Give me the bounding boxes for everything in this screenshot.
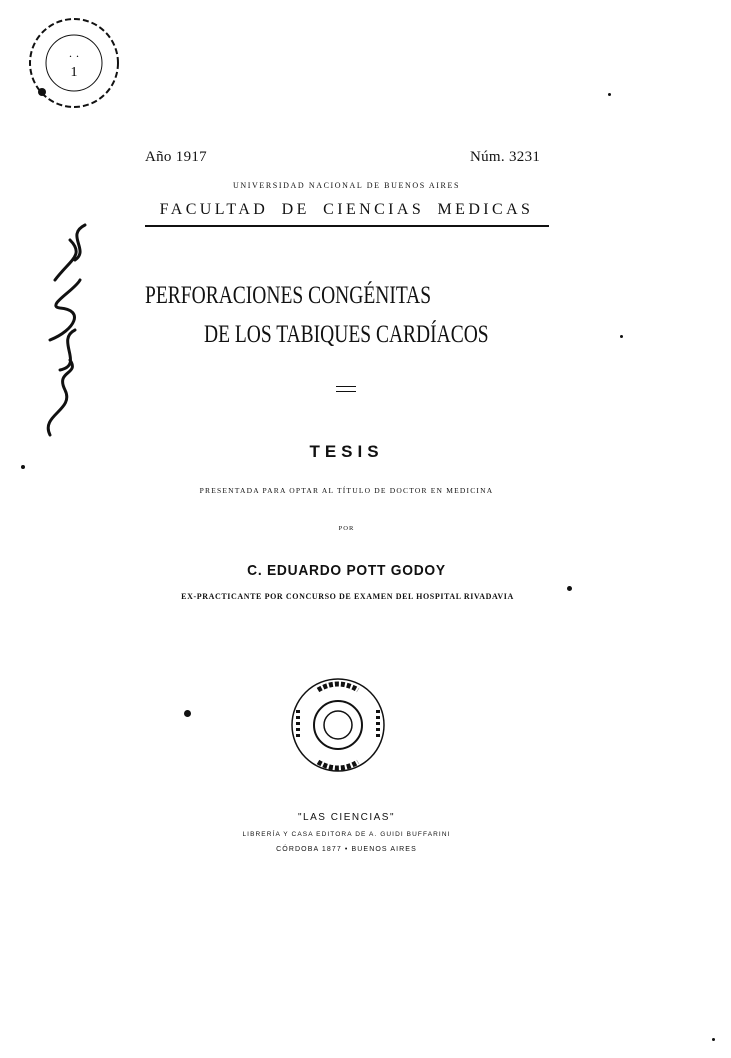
year-label: Año 1917 xyxy=(145,149,207,165)
scan-speck xyxy=(184,710,191,717)
author-name: C. EDUARDO POTT GODOY xyxy=(247,562,446,579)
title-line-2: DE LOS TABIQUES CARDÍACOS xyxy=(204,321,489,348)
publisher-name: "LAS CIENCIAS" xyxy=(297,812,395,823)
scan-speck xyxy=(21,465,25,469)
scan-speck xyxy=(608,93,611,96)
author-credentials: EX-PRACTICANTE POR CONCURSO DE EXAMEN DEL HOSPITAL RIVADAVIA xyxy=(181,592,514,601)
header-rule xyxy=(145,225,549,227)
scan-speck xyxy=(712,1038,715,1041)
university-name: UNIVERSIDAD NACIONAL DE BUENOS AIRES xyxy=(232,181,461,190)
library-seal xyxy=(288,670,388,780)
svg-text:· ·: · · xyxy=(68,49,80,63)
scan-speck xyxy=(620,335,623,338)
svg-text:1: 1 xyxy=(70,65,78,80)
thesis-label: TESIS xyxy=(309,442,384,461)
thesis-purpose: PRESENTADA PARA OPTAR AL TÍTULO DE DOCTOR EN MEDICINA xyxy=(199,486,494,495)
library-stamp-top xyxy=(18,10,130,116)
scan-speck xyxy=(567,586,572,591)
faculty-name: FACULTAD DE CIENCIAS MEDICAS xyxy=(159,201,534,218)
title-line-1: PERFORACIONES CONGÉNITAS xyxy=(145,282,432,309)
double-rule-separator xyxy=(336,386,356,396)
thesis-number: Núm. 3231 xyxy=(470,149,541,165)
publisher-address: CÓRDOBA 1877 • BUENOS AIRES xyxy=(276,846,417,853)
by-label: POR xyxy=(338,525,355,532)
publisher-details: LIBRERÍA Y CASA EDITORA DE A. GUIDI BUFFARINI xyxy=(242,831,451,838)
handwritten-signature xyxy=(30,220,100,445)
